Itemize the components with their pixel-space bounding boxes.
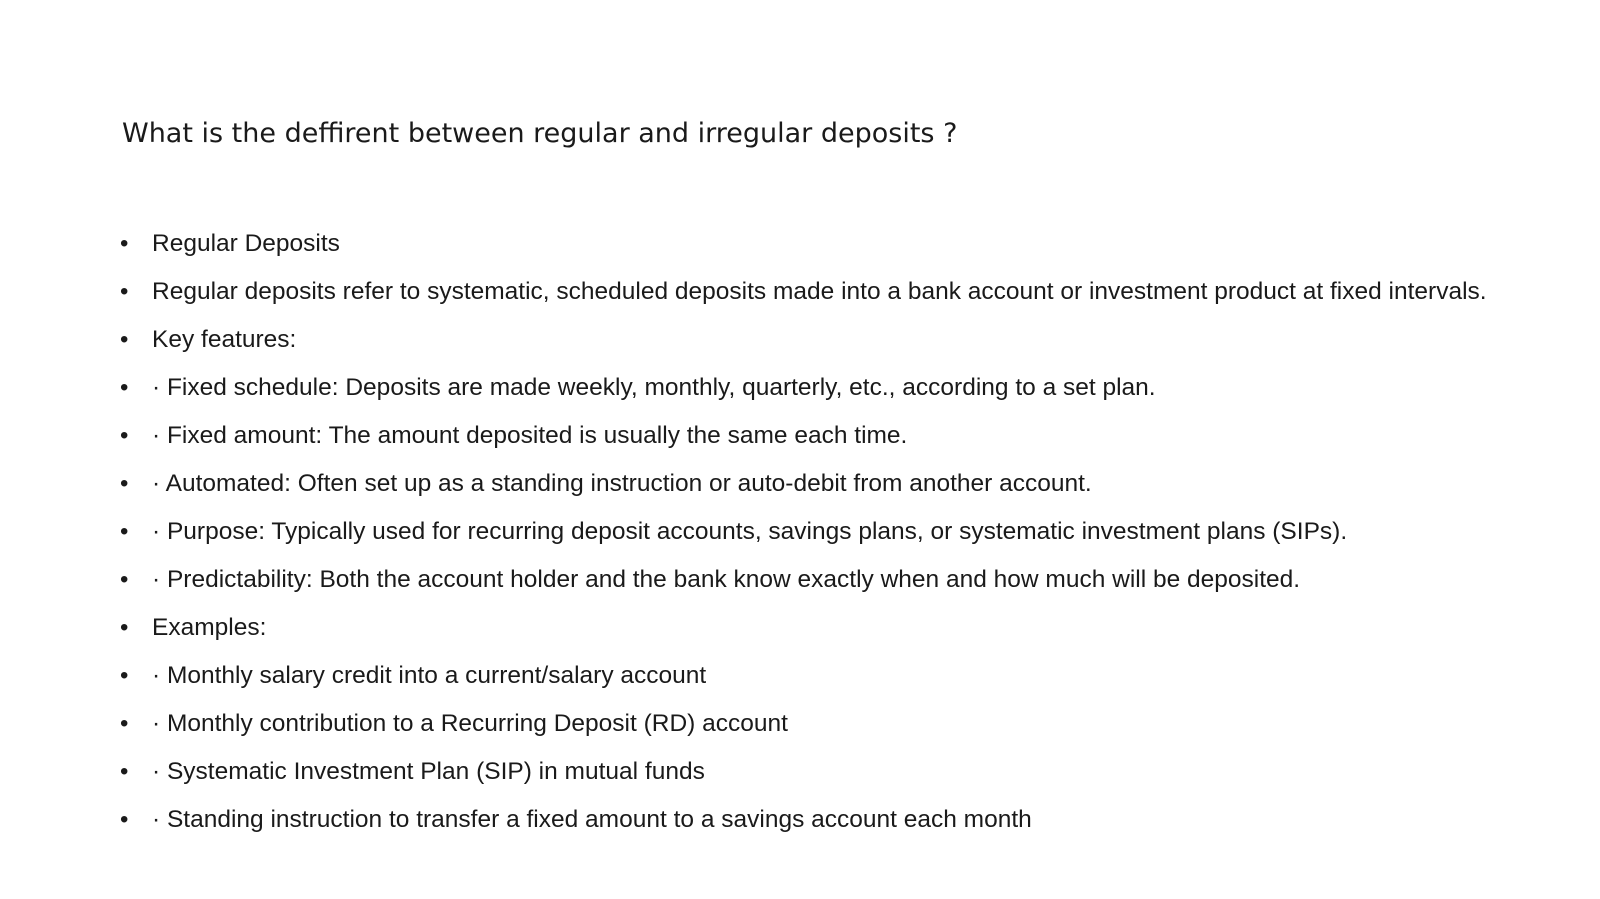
slide-title: What is the deffirent between regular and irregular deposits ? — [122, 118, 958, 149]
bullet-icon: • — [120, 326, 129, 353]
bullet-list — [120, 228, 1520, 852]
list-item-text: · Monthly salary credit into a current/salary account — [152, 662, 707, 689]
list-item-text: · Monthly contribution to a Recurring Deposit (RD) account — [152, 710, 788, 737]
bullet-icon: • — [120, 278, 129, 305]
bullet-icon: • — [120, 758, 129, 785]
list-item — [120, 372, 1520, 404]
bullet-icon: • — [120, 806, 129, 833]
bullet-icon: • — [120, 518, 129, 545]
list-item-text: · Automated: Often set up as a standing instruction or auto-debit from another account. — [152, 470, 1092, 497]
list-item-text: · Predictability: Both the account holder and the bank know exactly when and how much will be deposited. — [152, 566, 1301, 593]
list-item — [120, 708, 1520, 740]
list-item — [120, 420, 1520, 452]
list-item-text: · Systematic Investment Plan (SIP) in mutual funds — [152, 758, 705, 785]
list-item — [120, 660, 1520, 692]
list-item — [120, 468, 1520, 500]
bullet-icon: • — [120, 230, 129, 257]
list-item-text: · Fixed amount: The amount deposited is usually the same each time. — [152, 422, 908, 449]
list-item-text: · Purpose: Typically used for recurring deposit accounts, savings plans, or systematic investment plans (SIPs). — [152, 518, 1348, 545]
list-item — [120, 804, 1520, 836]
list-item-text: Regular Deposits — [152, 230, 340, 257]
bullet-icon: • — [120, 470, 129, 497]
bullet-icon: • — [120, 614, 129, 641]
list-item — [120, 516, 1520, 548]
list-item — [120, 756, 1520, 788]
list-item — [120, 276, 1520, 308]
list-item — [120, 324, 1520, 356]
list-item-text: Key features: — [152, 326, 297, 353]
bullet-icon: • — [120, 374, 129, 401]
list-item-text: Examples: — [152, 614, 267, 641]
bullet-icon: • — [120, 566, 129, 593]
bullet-icon: • — [120, 710, 129, 737]
bullet-icon: • — [120, 662, 129, 689]
list-item — [120, 228, 1520, 260]
bullet-icon: • — [120, 422, 129, 449]
list-item-text: · Fixed schedule: Deposits are made weekly, monthly, quarterly, etc., according to a set plan. — [152, 374, 1156, 401]
list-item-text: Regular deposits refer to systematic, scheduled deposits made into a bank account or investment product at fixed intervals. — [152, 278, 1487, 305]
list-item-text: · Standing instruction to transfer a fixed amount to a savings account each month — [152, 806, 1032, 833]
list-item — [120, 612, 1520, 644]
list-item — [120, 564, 1520, 596]
